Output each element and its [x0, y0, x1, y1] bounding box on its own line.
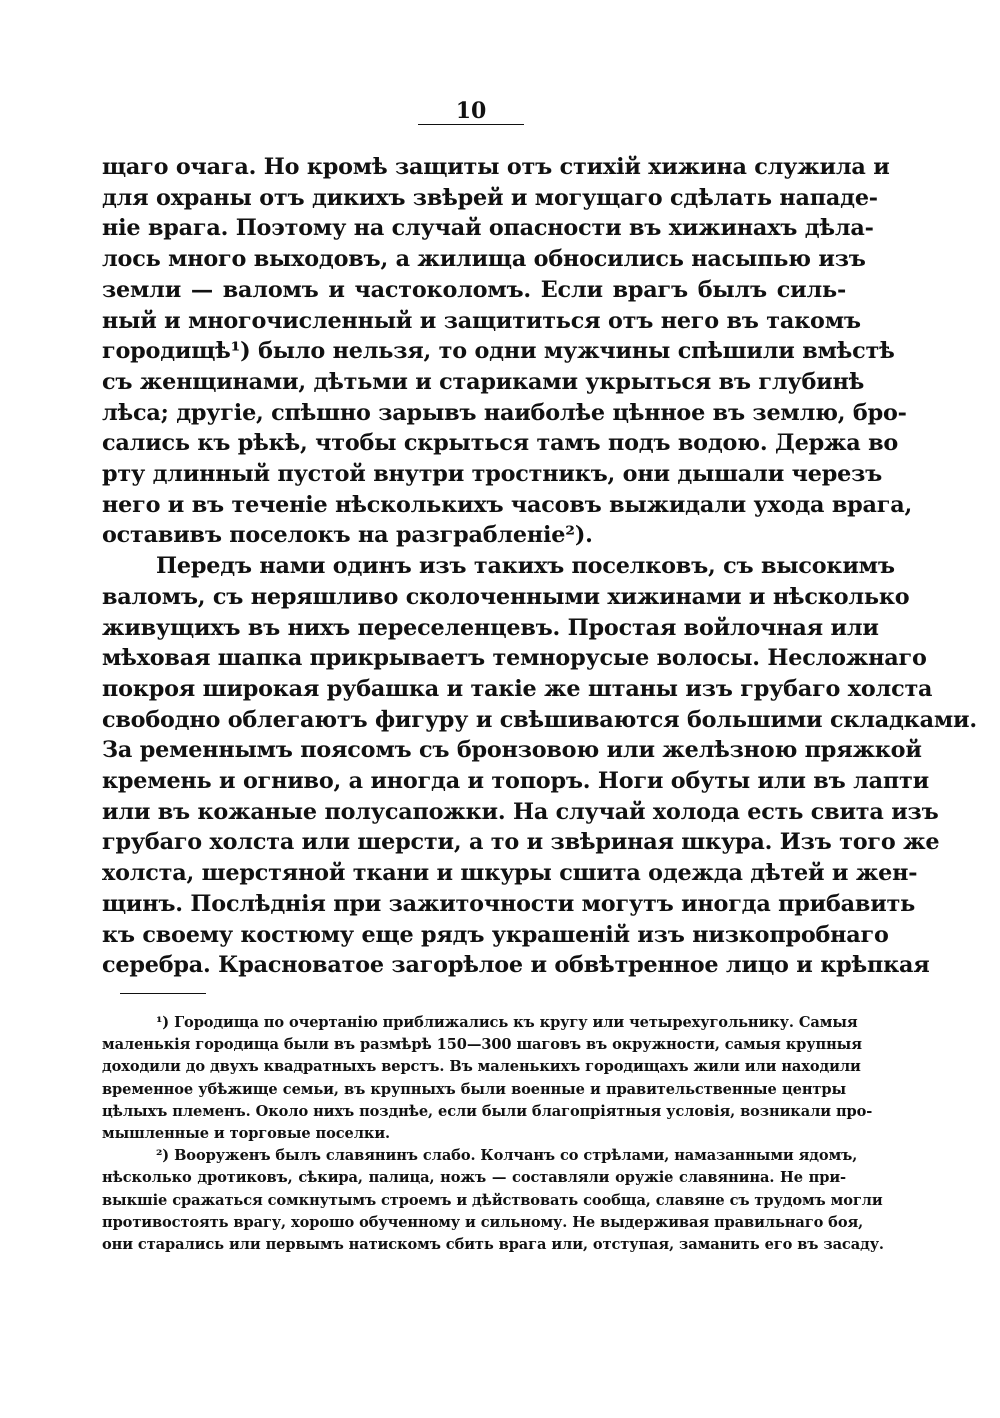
- footnote-line: временное убѣжище семьи, въ крупныхъ были военные и правительственные центры: [102, 1080, 846, 1098]
- text-line: оставивъ поселокъ на разграбленiе²).: [102, 522, 593, 549]
- text-line: съ женщинами, дѣтьми и стариками укрыться въ глубинѣ: [102, 368, 865, 395]
- footnote-line: они старались или первымъ натискомъ сбить врага или, отступая, заманить его въ засаду.: [102, 1236, 884, 1254]
- footnote-rule: [120, 993, 206, 994]
- text-line: серебра. Красноватое загорѣлое и обвѣтренное лицо и крѣпкая: [102, 952, 930, 979]
- footnote-2: [102, 1145, 884, 1256]
- text-line: къ своему костюму еще рядъ украшенiй изъ низкопробнаго: [102, 921, 889, 948]
- text-line: лѣса; другiе, спѣшно зарывъ наиболѣе цѣнное въ землю, бро-: [102, 399, 907, 426]
- page-number: 10: [455, 98, 487, 124]
- text-line: земли — валомъ и частоколомъ. Если врагъ былъ силь-: [102, 276, 846, 303]
- text-line: За ременнымъ поясомъ съ бронзовою или желѣзною пряжкой: [102, 737, 922, 764]
- text-line: лось много выходовъ, а жилища обносились насыпью изъ: [102, 246, 866, 273]
- text-line: ный и многочисленный и защититься отъ него въ такомъ: [102, 307, 861, 334]
- text-line: городищѣ¹) было нельзя, то одни мужчины спѣшили вмѣстѣ: [102, 338, 895, 365]
- text-line: Передъ нами одинъ изъ такихъ поселковъ, съ высокимъ: [156, 553, 895, 580]
- footnote-line: маленькiя городища были въ размѣрѣ 150—300 шаговъ въ окружности, самыя крупныя: [102, 1036, 862, 1054]
- footnote-line: цѣлыхъ племенъ. Около нихъ позднѣе, если были благопрiятныя условiя, возникали про-: [102, 1102, 873, 1120]
- page-number-rule: [418, 124, 524, 125]
- text-line: или въ кожаные полусапожки. На случай холода есть свита изъ: [102, 798, 939, 825]
- footnotes: [102, 1012, 884, 1256]
- footnote-line: ²) Вооруженъ былъ славянинъ слабо. Колчанъ со стрѣлами, намазанными ядомъ,: [156, 1147, 858, 1165]
- text-line: для охраны отъ дикихъ звѣрей и могущаго сдѣлать нападе-: [102, 184, 878, 211]
- paragraph-2: [102, 551, 977, 981]
- text-line: щаго очага. Но кромѣ защиты отъ стихiй хижина служила и: [102, 154, 890, 180]
- footnote-line: противостоять врагу, хорошо обученному и сильному. Не выдерживая правильнаго боя,: [102, 1213, 864, 1231]
- main-text: [102, 152, 977, 981]
- text-line: него и въ теченiе нѣсколькихъ часовъ выжидали ухода врага,: [102, 491, 913, 518]
- text-line: мѣховая шапка прикрываетъ темнорусые волосы. Несложнаго: [102, 645, 927, 672]
- footnote-line: нѣсколько дротиковъ, сѣкира, палица, ножъ — составляли оружiе славянина. Не при-: [102, 1169, 846, 1187]
- footnote-line: выкшiе сражаться сомкнутымъ строемъ и дѣйствовать сообща, славяне съ трудомъ могли: [102, 1191, 883, 1209]
- text-line: грубаго холста или шерсти, а то и звѣриная шкура. Изъ того же: [102, 829, 940, 856]
- text-line: холста, шерстяной ткани и шкуры сшита одежда дѣтей и жен-: [102, 860, 918, 887]
- text-line: покроя широкая рубашка и такiе же штаны изъ грубаго холста: [102, 675, 933, 702]
- text-line: рту длинный пустой внутри тростникъ, они дышали черезъ: [102, 461, 883, 488]
- footnote-line: ¹) Городища по очертанiю приближались къ кругу или четырехугольнику. Самыя: [156, 1014, 858, 1031]
- footnote-line: мышленные и торговые поселки.: [102, 1125, 391, 1143]
- text-line: свободно облегаютъ фигуру и свѣшиваются большими складками.: [102, 706, 977, 733]
- text-line: кремень и огниво, а иногда и топоръ. Ноги обуты или въ лапти: [102, 768, 929, 795]
- text-line: живущихъ въ нихъ переселенцевъ. Простая войлочная или: [102, 614, 879, 641]
- text-line: валомъ, съ неряшливо сколоченными хижинами и нѣсколько: [102, 583, 910, 610]
- text-line: щинъ. Послѣднiя при зажиточности могутъ иногда прибавить: [102, 890, 916, 917]
- footnote-line: доходили до двухъ квадратныхъ верстъ. Въ маленькихъ городищахъ жили или находили: [102, 1058, 861, 1076]
- text-line: сались къ рѣкѣ, чтобы скрыться тамъ подъ водою. Держа во: [102, 430, 899, 457]
- paragraph-1: [102, 152, 913, 551]
- text-line: нiе врага. Поэтому на случай опасности въ хижинахъ дѣла-: [102, 215, 874, 242]
- footnote-1: [102, 1012, 873, 1145]
